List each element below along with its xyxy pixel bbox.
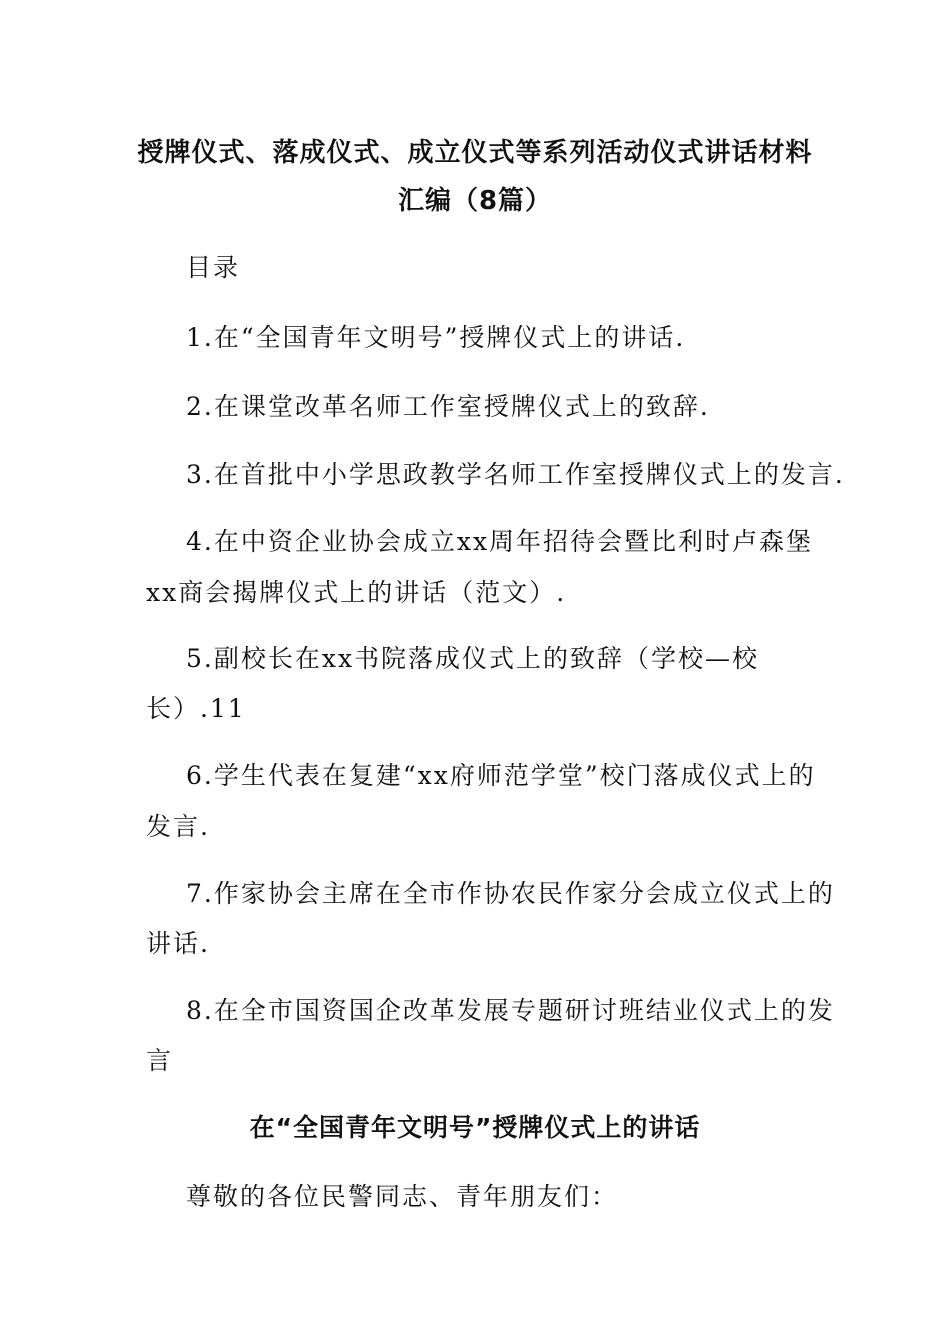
toc-heading: 目录 [186, 253, 241, 282]
document-title-line-1: 授牌仪式、落成仪式、成立仪式等系列活动仪式讲话材料 [137, 138, 813, 168]
toc-item-5-line-2: 长）.11 [146, 694, 246, 723]
toc-item-3: 3.在首批中小学思政教学名师工作室授牌仪式上的发言. [186, 460, 845, 489]
toc-item-8-line-2: 言 [146, 1046, 174, 1075]
toc-item-4-line-2: xx商会揭牌仪式上的讲话（范文）. [146, 578, 567, 607]
toc-item-7-line-1: 7.作家协会主席在全市作协农民作家分会成立仪式上的 [186, 879, 835, 908]
toc-item-8-line-1: 8.在全市国资国企改革发展专题研讨班结业仪式上的发 [186, 996, 835, 1025]
document-title-line-2: 汇编（8篇） [397, 186, 553, 216]
section-title: 在“全国青年文明号”授牌仪式上的讲话 [249, 1113, 701, 1142]
salutation: 尊敬的各位民警同志、青年朋友们： [186, 1182, 619, 1211]
toc-item-7-line-2: 讲话. [146, 929, 210, 958]
toc-item-4-line-1: 4.在中资企业协会成立xx周年招待会暨比利时卢森堡 [186, 527, 814, 556]
toc-item-5-line-1: 5.副校长在xx书院落成仪式上的致辞（学校—校 [186, 644, 760, 673]
toc-item-6-line-1: 6.学生代表在复建“xx府师范学堂”校门落成仪式上的 [186, 761, 816, 790]
toc-item-2: 2.在课堂改革名师工作室授牌仪式上的致辞. [186, 392, 710, 421]
toc-item-1: 1.在“全国青年文明号”授牌仪式上的讲话. [186, 323, 686, 352]
toc-item-6-line-2: 发言. [146, 812, 210, 841]
